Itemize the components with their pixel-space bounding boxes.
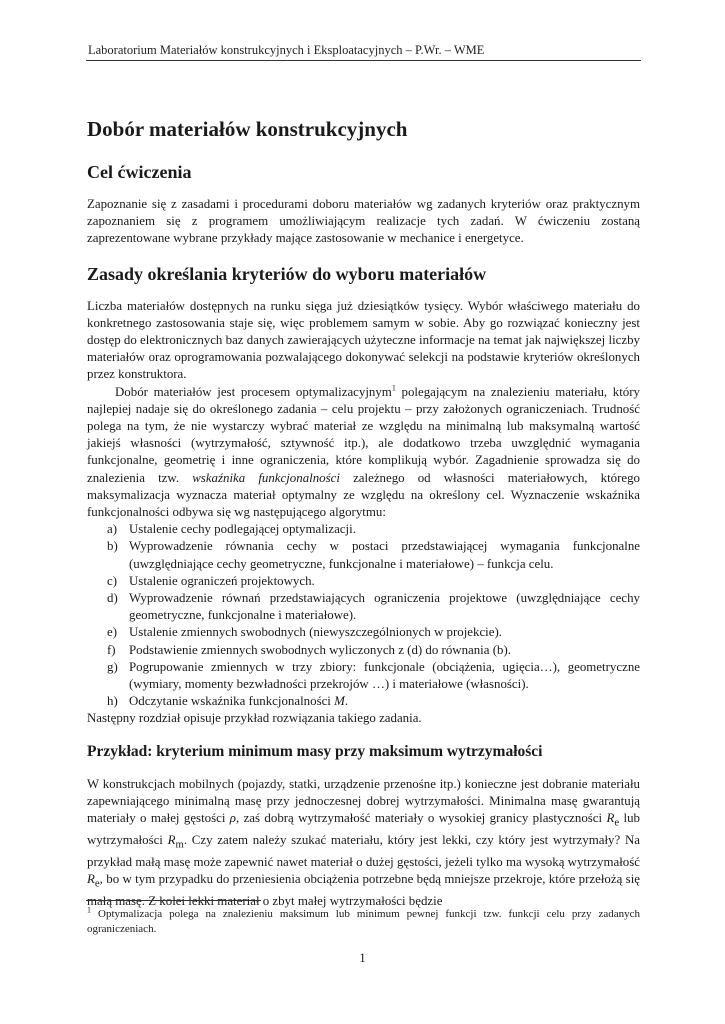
footnote-text: Optymalizacja polega na znalezieniu maksimum lub minimum pewnej funkcji tzw. funkcji celu przy zadanych ograniczeniach.: [87, 908, 640, 935]
list-text: Ustalenie ograniczeń projektowych.: [129, 573, 315, 588]
list-item: [87, 521, 640, 538]
closing-line: Następny rozdział opisuje przykład rozwiązania takiego zadania.: [87, 711, 422, 726]
list-item: [87, 573, 640, 590]
list-label: h): [107, 694, 118, 709]
re-symbol: R: [606, 811, 615, 826]
list-text: Wyprowadzenie równań przedstawiających ograniczenia projektowe (uwzględniające cechy geometryczne, funkcjonalne i materiałowe).: [129, 591, 640, 623]
list-text: Odczytanie wskaźnika funkcjonalności: [129, 694, 335, 709]
list-text: Ustalenie zmiennych swobodnych (niewyszczególnionych w projekcie).: [129, 625, 502, 640]
footnote-number: 1: [87, 905, 91, 915]
example-paragraph: [87, 776, 640, 910]
re-subscript: e: [614, 816, 620, 829]
list-label: b): [107, 539, 118, 554]
footnote-rule: [86, 900, 261, 901]
list-item: [87, 659, 640, 693]
criteria-paragraph-1: Liczba materiałów dostępnych na runku sięga już dziesiątków tysięcy. Wybór właściwego materiału do konkretnego zastosowania staje się, więc problemem samym w sobie. Aby go rozwiązać konieczny jest dostęp do elektronicznych baz danych zawierających użyteczne informacje na temat jak największej liczby materiałów oraz oprogramowania pozwalającego dokonywać selekcji na podstawie kryteriów określonych przez konstruktora.: [87, 298, 640, 382]
list-label: g): [107, 659, 118, 674]
list-label: e): [107, 625, 118, 640]
page-number: 1: [359, 951, 366, 965]
list-item: [87, 642, 640, 659]
section-heading-criteria: Zasady określania kryteriów do wyboru materiałów: [87, 263, 487, 284]
list-label: d): [107, 591, 118, 606]
italic-term: wskaźnika funkcjonalności: [192, 470, 340, 485]
page-content: [87, 116, 640, 910]
paragraph-text: , zaś dobrą wytrzymałość materiały o wysokiej granicy plastyczności: [235, 811, 607, 826]
running-header: Laboratorium Materiałów konstrukcyjnych i Eksploatacyjnych – P.Wr. – WME: [88, 43, 485, 57]
re-subscript: e: [94, 877, 100, 890]
list-text: Ustalenie cechy podlegającej optymalizacji.: [129, 522, 356, 537]
rho-symbol: ρ: [229, 811, 236, 826]
list-text: Wyprowadzenie równania cechy w postaci przedstawiającej wymagania funkcjonalne (uwzględniające cechy geometryczne, funkcjonalne i materiałowe) – funkcja celu.: [129, 539, 640, 571]
paragraph-text: , bo w tym przypadku do przeniesienia obciążenia potrzebne będą mniejsze przekroje, które przełożą się małą masę. Z kolei lekki materiał o zbyt małej wytrzymałości będzie: [87, 871, 640, 908]
algorithm-steps: [87, 521, 640, 710]
goal-paragraph: Zapoznanie się z zasadami i procedurami doboru materiałów wg zadanych kryteriów oraz praktycznym zapoznaniem się z programem umożliwiającym realizacje tych zadań. W ćwiczeniu zostaną zaprezentowane wybrane przykłady mające zastosowanie w mechanice i energetyce.: [87, 197, 640, 246]
criteria-paragraph-2: [87, 384, 640, 522]
paragraph-text: Dobór materiałów jest procesem optymalizacyjnym: [115, 384, 392, 399]
paragraph-text: polegającym na znalezieniu materiału, który najlepiej nadaje się do określonego zadania – celu projektu – przy założonych ograniczeniach. Trudność polega na tym, że nie wystarczy wybrać materiał ze względu na minimalną lub maksymalną wartość jakiejś własności (wytrzymałość, sztywność itp.), ale dodatkowo trzeba uwzględnić wymagania funkcjonalne, geometrię i inne ograniczenia, które komplikują wybór. Zagadnienie sprowadza się do znalezienia tzw.: [87, 384, 640, 485]
list-text: Podstawienie zmiennych swobodnych wyliczonych z (d) do równania (b).: [129, 642, 511, 657]
paragraph-text: . Czy zatem należy szukać materiału, który jest lekki, czy który jest wytrzymały? Na przykład małą masę może zapewnić nawet materiał o dużej gęstości, jeżeli tylko ma wysoką wytrzymałość: [87, 832, 640, 869]
footnote-reference: 1: [391, 383, 396, 393]
list-label: c): [107, 573, 118, 588]
list-text: .: [344, 694, 349, 709]
paragraph-text: lub wytrzymałości: [87, 811, 641, 847]
list-item: [87, 538, 640, 572]
section-heading-example: Przykład: kryterium minimum masy przy maksimum wytrzymałości: [87, 742, 543, 760]
header-rule: [86, 60, 641, 61]
document-title: Dobór materiałów konstrukcyjnych: [87, 117, 408, 141]
list-text: Pogrupowanie zmiennych w trzy zbiory: funkcjonale (obciążenia, ugięcia…), geometryczne (wymiary, momenty bezwładności przekrojów …) i materiałowe (własności).: [129, 659, 640, 692]
paragraph-text: W konstrukcjach mobilnych (pojazdy, statki, urządzenie przenośne itp.) konieczne jest dobranie materiału zapewniającego minimalną masę przy jednoczesnej dobrej wytrzymałości. Minimalna masę gwarantują materiały o małej gęstości: [87, 776, 640, 826]
list-item: [87, 693, 640, 710]
re-symbol: R: [87, 871, 95, 886]
rm-symbol: R: [167, 832, 176, 847]
rm-subscript: m: [175, 838, 184, 851]
list-item: [87, 624, 640, 641]
section-heading-goal: Cel ćwiczenia: [87, 162, 192, 182]
italic-symbol: M: [334, 694, 345, 709]
list-item: [87, 590, 640, 624]
list-label: a): [107, 522, 118, 537]
paragraph-text: zależnego od własności materiałowych, którego maksymalizacja wyznacza materiał optymalny ze względu na określony cel. Wyznaczenie wskaźnika funkcjonalności odbywa się wg następującego algorytmu:: [87, 470, 641, 520]
list-label: f): [107, 642, 116, 657]
footnote: [87, 907, 640, 937]
